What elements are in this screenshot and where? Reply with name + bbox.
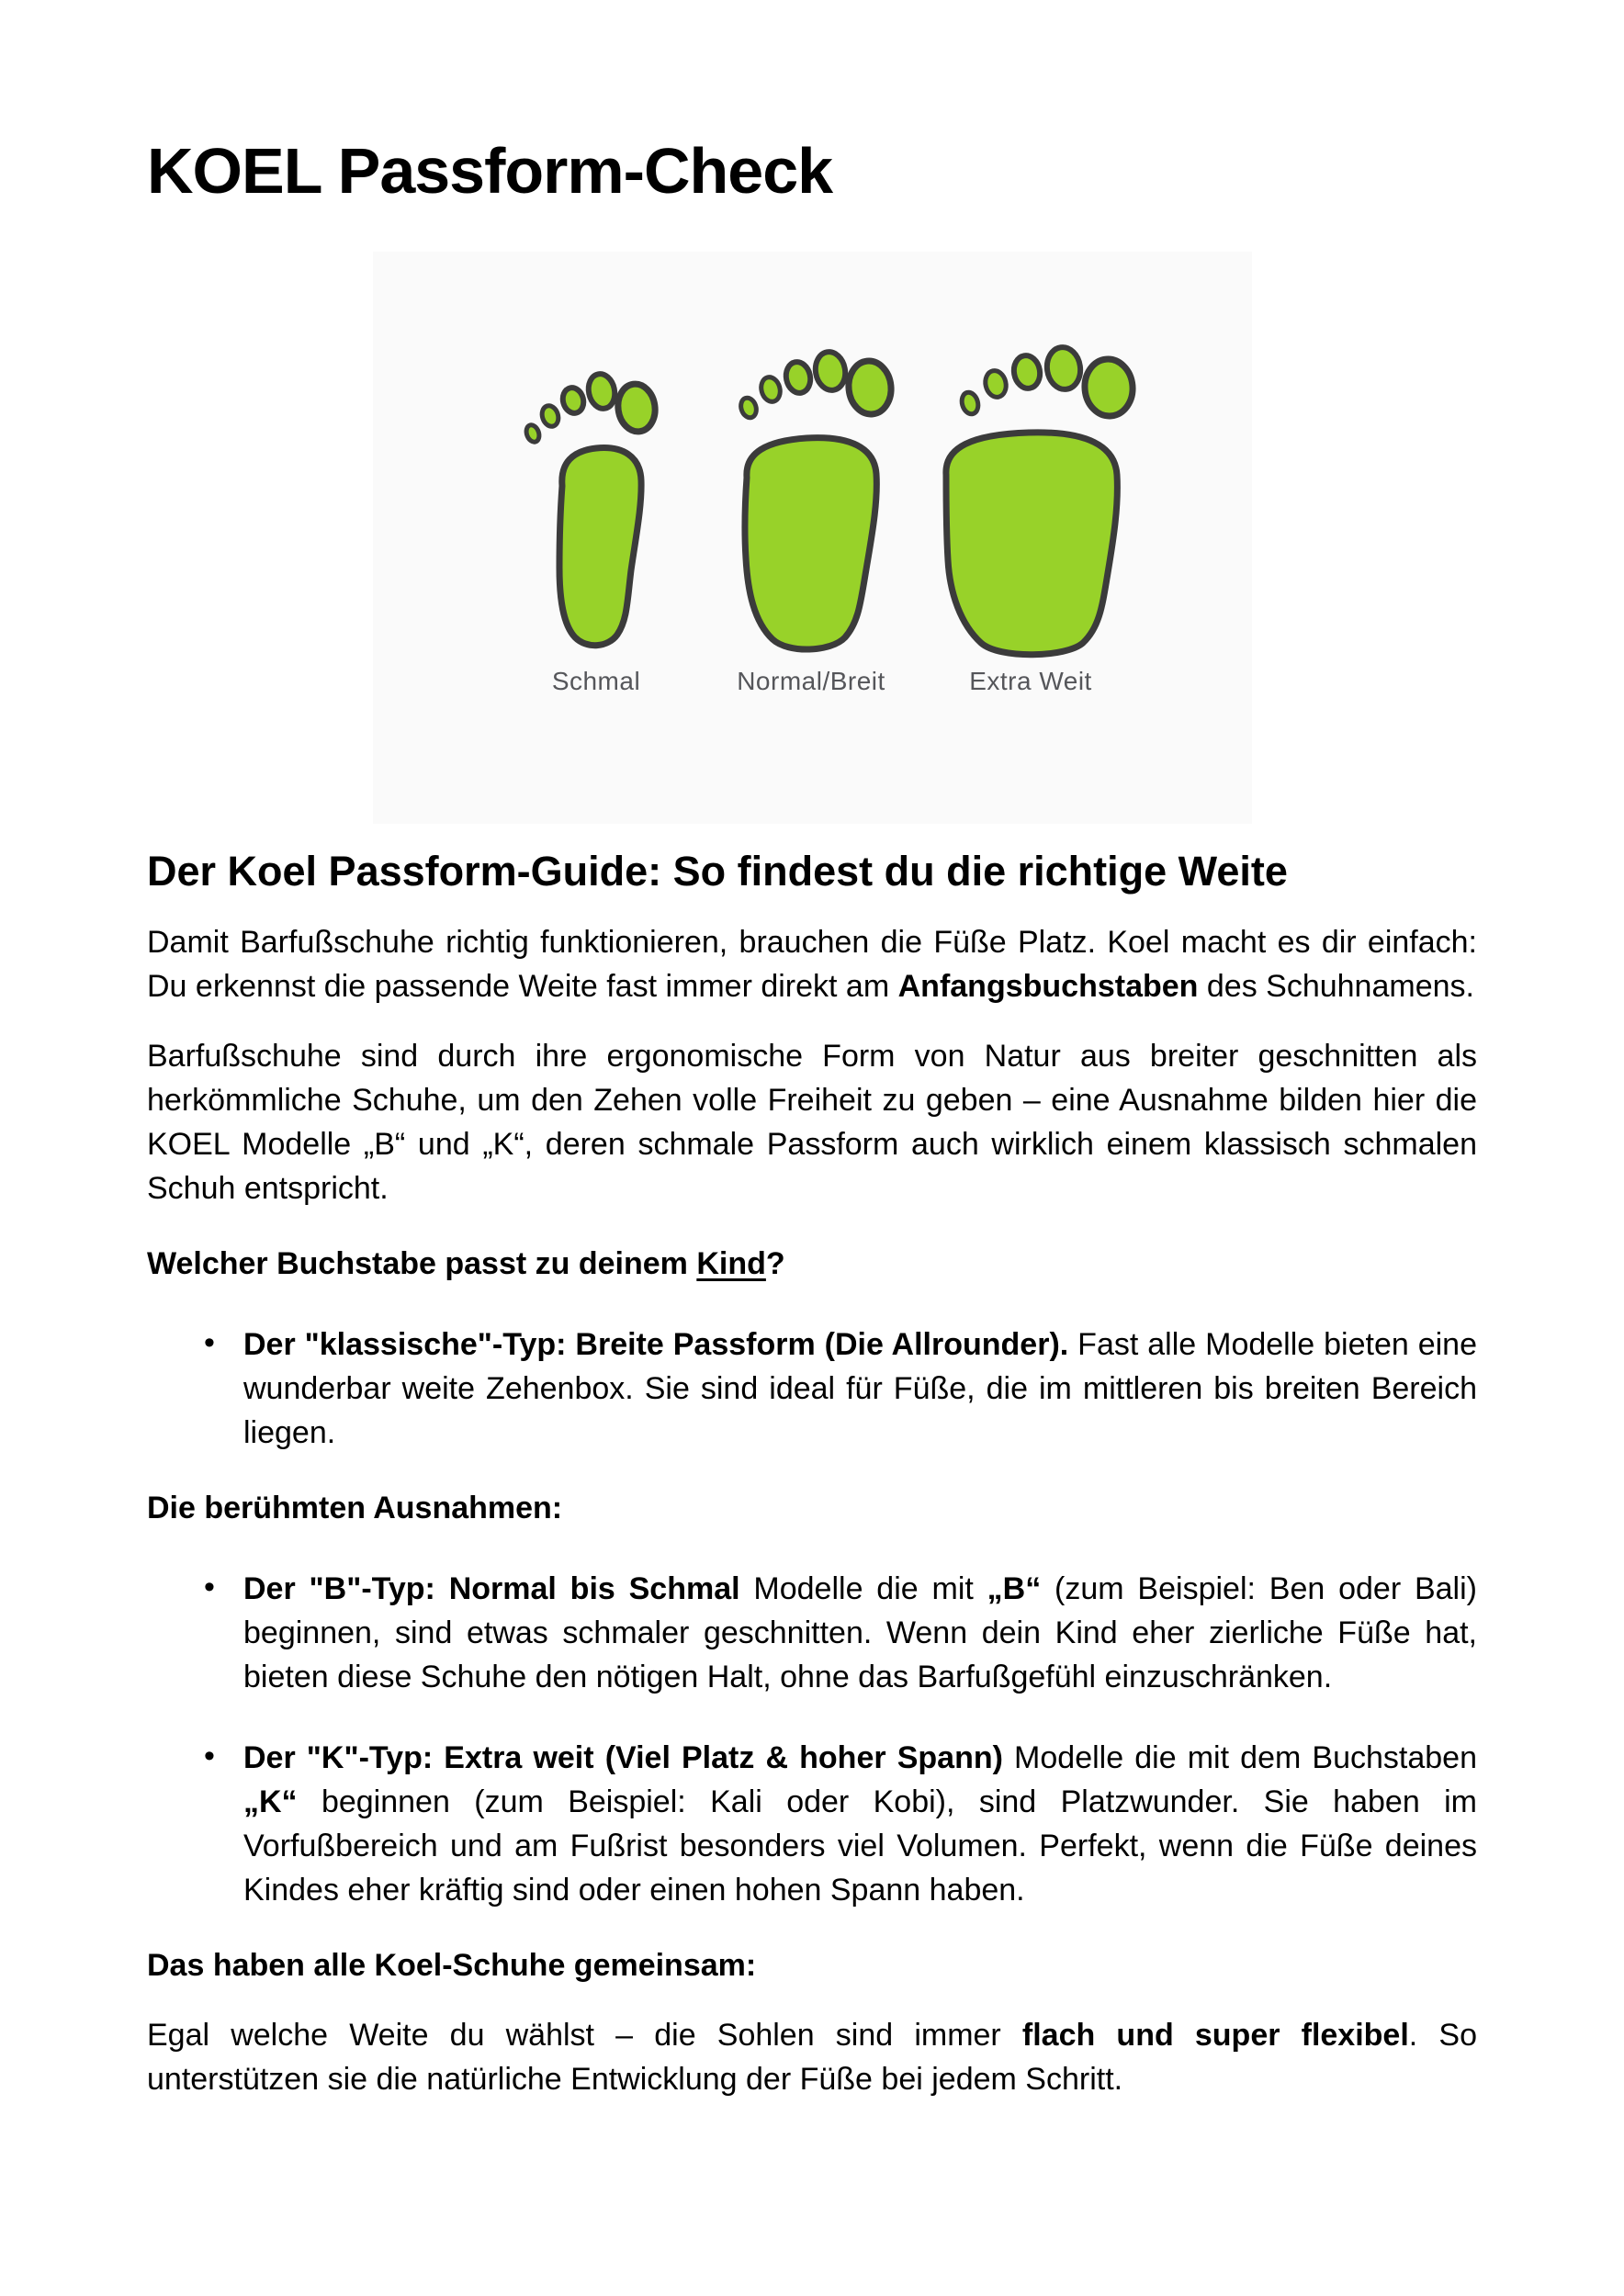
footprint-normal-breit bbox=[738, 349, 893, 649]
list-item-text: Der "B"-Typ: Normal bis Schmal Modelle die mit „B“ (zum Beispiel: Ben oder Bali) beginnen, sind etwas schmaler geschnitten. Wenn dein Kind eher zierliche Füße hat, bieten diese Schuhe den nötigen Halt, ohne das Barfußgefühl einzuschränken. bbox=[243, 1571, 1477, 1695]
list-item-b-typ bbox=[147, 1567, 1477, 1699]
feet-width-figure bbox=[373, 252, 1252, 824]
feet-comparison-graphic bbox=[373, 252, 1252, 824]
paragraph-intro: Damit Barfußschuhe richtig funktionieren, brauchen die Füße Platz. Koel macht es dir einfach: Du erkennst die passende Weite fast immer direkt am Anfangsbuchstaben des Schuhnamens. bbox=[147, 925, 1477, 1005]
subheading-welcher-buchstabe: Welcher Buchstabe passt zu deinem Kind? bbox=[147, 1246, 785, 1282]
label-normal-breit: Normal/Breit bbox=[736, 666, 885, 695]
page-title: KOEL Passform-Check bbox=[147, 135, 833, 207]
footprint-schmal bbox=[524, 371, 658, 645]
subheading-ausnahmen: Die berühmten Ausnahmen: bbox=[147, 1491, 563, 1526]
list-item-text: Der "K"-Typ: Extra weit (Viel Platz & hoher Spann) Modelle die mit dem Buchstaben „K“ beginnen (zum Beispiel: Kali oder Kobi), sind Platzwunder. Sie haben im Vorfußbereich und am Fußrist besonders viel Volumen. Perfekt, wenn die Füße deines Kindes eher kräftig sind oder einen hohen Spann haben. bbox=[243, 1740, 1478, 1908]
bullet-marker: • bbox=[204, 1570, 215, 1605]
bullet-marker: • bbox=[204, 1739, 215, 1774]
list-item-k-typ bbox=[147, 1736, 1477, 1912]
subheading-gemeinsam: Das haben alle Koel-Schuhe gemeinsam: bbox=[147, 1948, 757, 1984]
bullet-marker: • bbox=[204, 1325, 215, 1361]
paragraph-ergonomics: Barfußschuhe sind durch ihre ergonomische Form von Natur aus breiter geschnitten als herkömmliche Schuhe, um den Zehen volle Freiheit zu geben – eine Ausnahme bilden hier die KOEL Modelle „B“ und „K“, deren schmale Passform auch wirklich einem klassisch schmalen Schuh entspricht. bbox=[147, 1039, 1477, 1207]
footprint-extra-weit bbox=[945, 344, 1134, 654]
section-heading: Der Koel Passform-Guide: So findest du die richtige Weite bbox=[147, 847, 1288, 895]
list-item-klassische-typ bbox=[147, 1322, 1477, 1455]
list-item-text: Der "klassische"-Typ: Breite Passform (Die Allrounder). Fast alle Modelle bieten eine wunderbar weite Zehenbox. Sie sind ideal für Füße, die im mittleren bis breiten Bereich liegen. bbox=[243, 1327, 1477, 1451]
label-extra-weit: Extra Weit bbox=[968, 666, 1092, 695]
paragraph-sohlen: Egal welche Weite du wählst – die Sohlen sind immer flach und super flexibel. So unterstützen sie die natürliche Entwicklung der Füße bei jedem Schritt. bbox=[147, 2018, 1477, 2098]
label-schmal: Schmal bbox=[551, 666, 640, 695]
